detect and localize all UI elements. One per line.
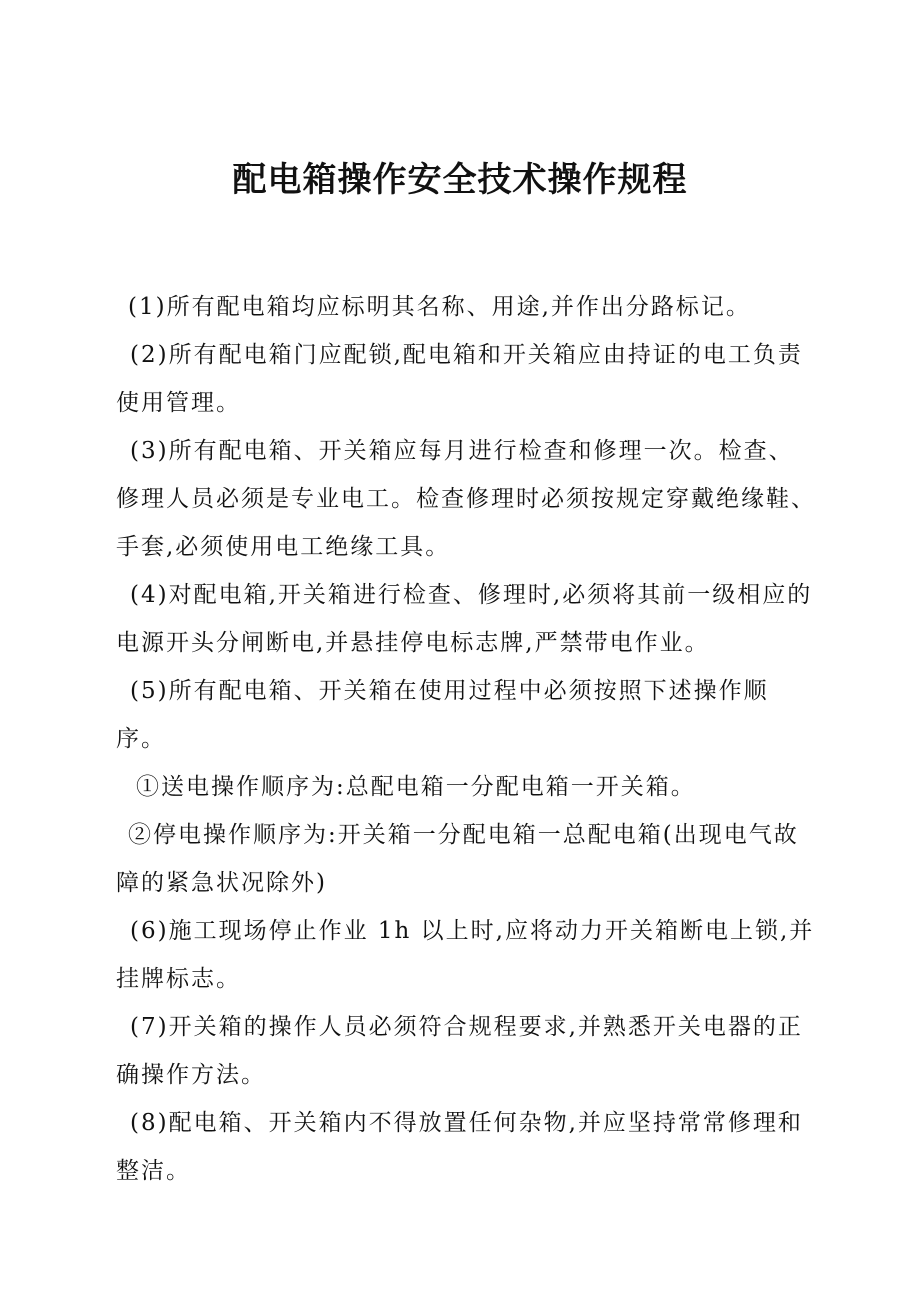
document-title: 配电箱操作安全技术操作规程 (232, 159, 688, 200)
paragraph-3: (3)所有配电箱、开关箱应每月进行检查和修理一次。检查、修理人员必须是专业电工。检查修理时必须按规定穿戴绝缘鞋、手套,必须使用电工绝缘工具。 (116, 438, 816, 560)
paragraph-4: (4)对配电箱,开关箱进行检查、修理时,必须将其前一级相应的电源开头分闸断电,并悬挂停电标志牌,严禁带电作业。 (116, 582, 813, 656)
paragraph-8: (8)配电箱、开关箱内不得放置任何杂物,并应坚持常常修理和整洁。 (116, 1110, 803, 1184)
paragraph-6: (6)施工现场停止作业 1h 以上时,应将动力开关箱断电上锁,并挂牌标志。 (116, 918, 815, 992)
paragraph-1: (1)所有配电箱均应标明其名称、用途,并作出分路标记。 (128, 294, 751, 320)
paragraph-5: (5)所有配电箱、开关箱在使用过程中必须按照下述操作顺序。 (116, 678, 769, 752)
paragraph-2: (2)所有配电箱门应配锁,配电箱和开关箱应由持证的电工负责使用管理。 (116, 342, 803, 416)
paragraph-7: (7)开关箱的操作人员必须符合规程要求,并熟悉开关电器的正确操作方法。 (116, 1014, 803, 1088)
document-body (116, 283, 816, 1195)
paragraph-5-step-2: ②停电操作顺序为:开关箱一分配电箱一总配电箱(出现电气故障的紧急状况除外) (116, 822, 799, 896)
paragraph-5-step-1: ①送电操作顺序为:总配电箱一分配电箱一开关箱。 (136, 774, 696, 800)
